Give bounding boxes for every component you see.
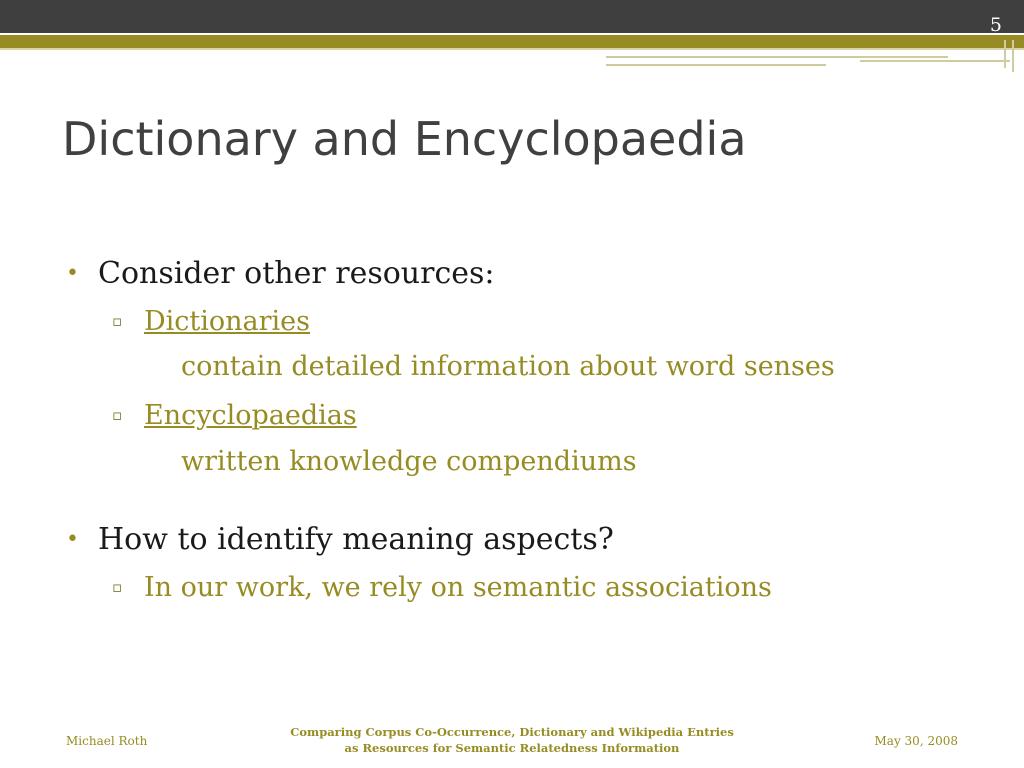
decorative-vertical-line bbox=[1004, 40, 1006, 68]
header-dark-band bbox=[0, 0, 1024, 33]
bullet-text: How to identify meaning aspects? bbox=[98, 522, 614, 557]
sub-bullet-text: In our work, we rely on semantic associations bbox=[144, 572, 772, 603]
encyclopaedias-link[interactable]: Encyclopaedias bbox=[144, 400, 357, 431]
decorative-line bbox=[606, 64, 826, 66]
sub-bullet-item bbox=[112, 400, 357, 431]
sub-bullet-item bbox=[112, 306, 310, 337]
bullet-item bbox=[66, 522, 614, 557]
footer-title-line1: Comparing Corpus Co-Occurrence, Dictionary and Wikipedia Entries bbox=[290, 725, 734, 739]
sub-bullet-item bbox=[112, 572, 772, 603]
bullet-dot-icon: • bbox=[66, 261, 79, 286]
footer-author: Michael Roth bbox=[66, 734, 148, 748]
bullet-dot-icon: • bbox=[66, 527, 79, 552]
footer-title-line2: as Resources for Semantic Relatedness Information bbox=[344, 741, 680, 755]
decorative-vertical-line bbox=[1012, 40, 1014, 72]
square-bullet-icon: ▫ bbox=[112, 312, 123, 330]
slide-number: 5 bbox=[989, 14, 1002, 36]
dictionaries-link[interactable]: Dictionaries bbox=[144, 306, 311, 337]
sub-bullet-description: written knowledge compendiums bbox=[181, 446, 637, 477]
square-bullet-icon: ▫ bbox=[112, 578, 123, 596]
slide-title: Dictionary and Encyclopaedia bbox=[62, 112, 747, 166]
footer-date: May 30, 2008 bbox=[874, 734, 958, 748]
footer-presentation-title bbox=[262, 724, 762, 756]
sub-bullet-description: contain detailed information about word senses bbox=[181, 351, 835, 382]
bullet-item bbox=[66, 256, 495, 291]
decorative-line bbox=[606, 56, 948, 58]
bullet-text: Consider other resources: bbox=[98, 256, 495, 291]
header-light-band bbox=[0, 48, 1024, 50]
square-bullet-icon: ▫ bbox=[112, 406, 123, 424]
header-gold-band bbox=[0, 35, 1024, 48]
decorative-line bbox=[860, 60, 1010, 62]
